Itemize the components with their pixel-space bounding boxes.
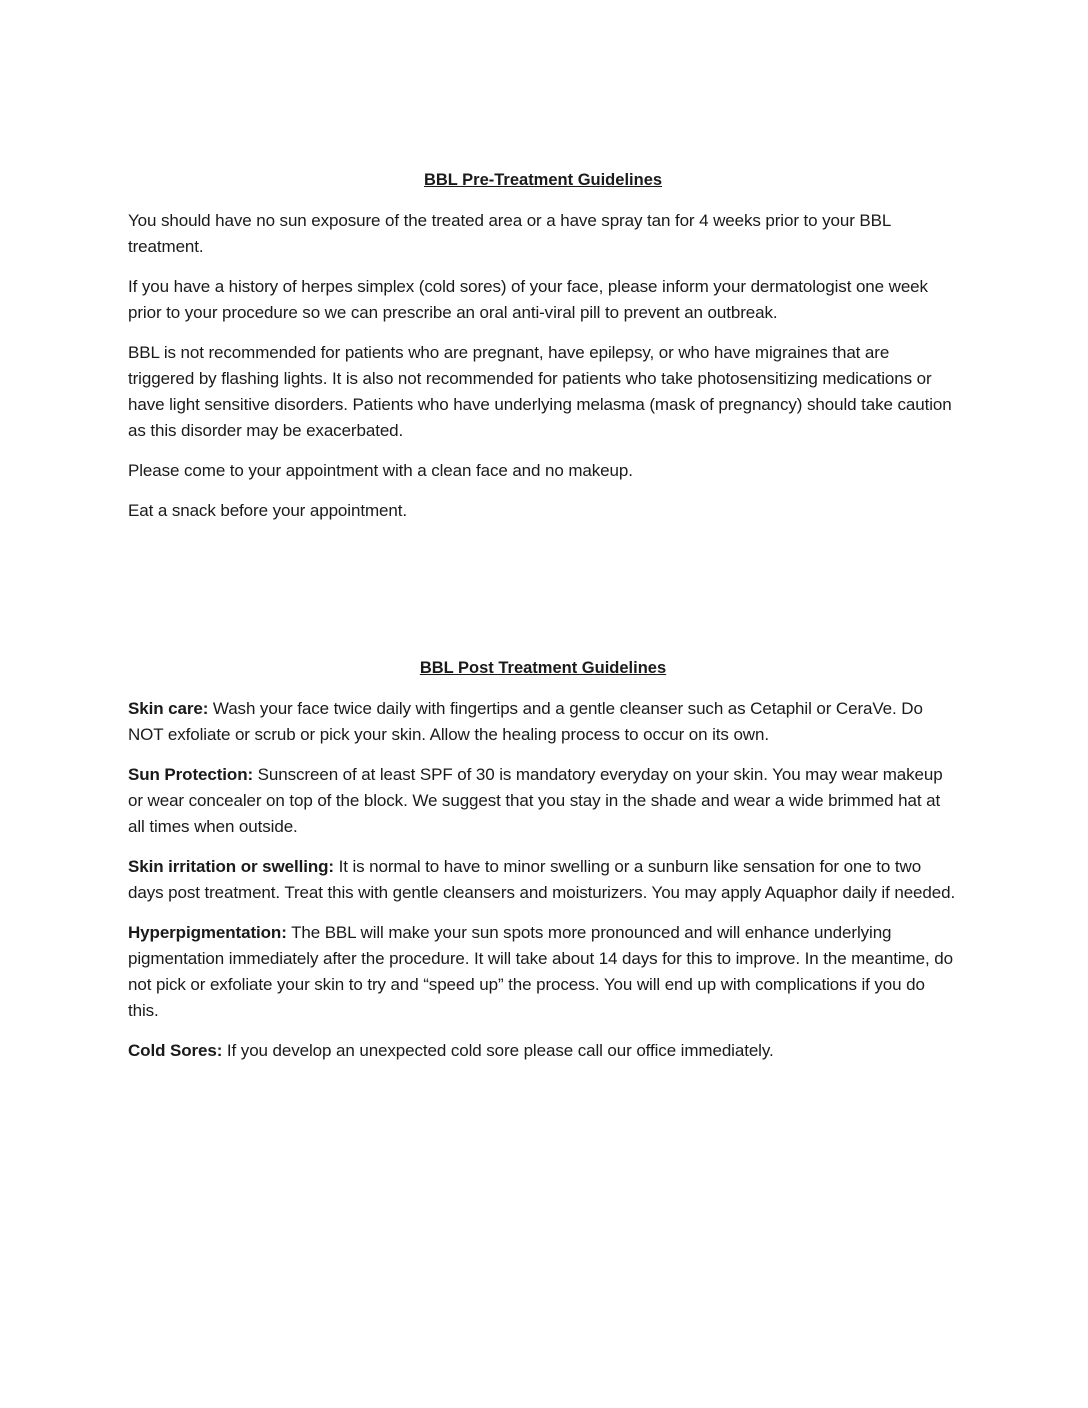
post-treatment-item-text: The BBL will make your sun spots more pronounced and will enhance underlying pigmentation immediately after the procedure. It will take about 14 days for this to improve. In the meantime, do not pick or exfoliate your skin to try and “speed up” the process. You will end up with complications if you do this. [128,923,953,1020]
post-treatment-section [128,656,958,1078]
post-treatment-title: BBL Post Treatment Guidelines [419,659,667,677]
pre-treatment-paragraph-contraindications: BBL is not recommended for patients who are pregnant, have epilepsy, or who have migraines that are triggered by flashing lights. It is also not recommended for patients who take photosensitizing medications or have light sensitive disorders. Patients who have underlying melasma (mask of pregnancy) should take caution as this disorder may be exacerbated. [128,343,952,440]
pre-treatment-title: BBL Pre-Treatment Guidelines [423,171,663,189]
post-treatment-item-label: Hyperpigmentation: [128,923,287,942]
post-treatment-item-label: Cold Sores: [128,1041,223,1060]
pre-treatment-section [128,168,958,538]
post-treatment-item-text: Wash your face twice daily with fingertips and a gentle cleanser such as Cetaphil or CeraVe. Do NOT exfoliate or scrub or pick your skin. Allow the healing process to occur on its own. [128,699,923,744]
post-treatment-item-label: Skin irritation or swelling: [128,857,334,876]
pre-treatment-paragraph-herpes: If you have a history of herpes simplex (cold sores) of your face, please inform your dermatologist one week prior to your procedure so we can prescribe an oral anti-viral pill to prevent an outbreak. [128,277,928,322]
post-treatment-item-hyperpigmentation [128,920,958,1024]
post-treatment-item-text: Sunscreen of at least SPF of 30 is mandatory everyday on your skin. You may wear makeup or wear concealer on top of the block. We suggest that you stay in the shade and wear a wide brimmed hat at all times when outside. [128,765,943,836]
post-treatment-item-text: If you develop an unexpected cold sore please call our office immediately. [222,1041,774,1060]
post-treatment-item-text: It is normal to have to minor swelling or a sunburn like sensation for one to two days post treatment. Treat this with gentle cleansers and moisturizers. You may apply Aquaphor daily if needed. [128,857,956,902]
post-treatment-item-skin-care [128,696,958,748]
post-treatment-item-skin-irritation [128,854,958,906]
post-treatment-item-label: Skin care: [128,699,209,718]
post-treatment-item-sun-protection [128,762,958,840]
pre-treatment-paragraph-clean-face: Please come to your appointment with a clean face and no makeup. [128,461,633,480]
pre-treatment-paragraph-snack: Eat a snack before your appointment. [128,501,407,520]
pre-treatment-paragraph-sun-exposure: You should have no sun exposure of the treated area or a have spray tan for 4 weeks prior to your BBL treatment. [128,211,891,256]
post-treatment-item-cold-sores [128,1038,958,1064]
post-treatment-item-label: Sun Protection: [128,765,254,784]
